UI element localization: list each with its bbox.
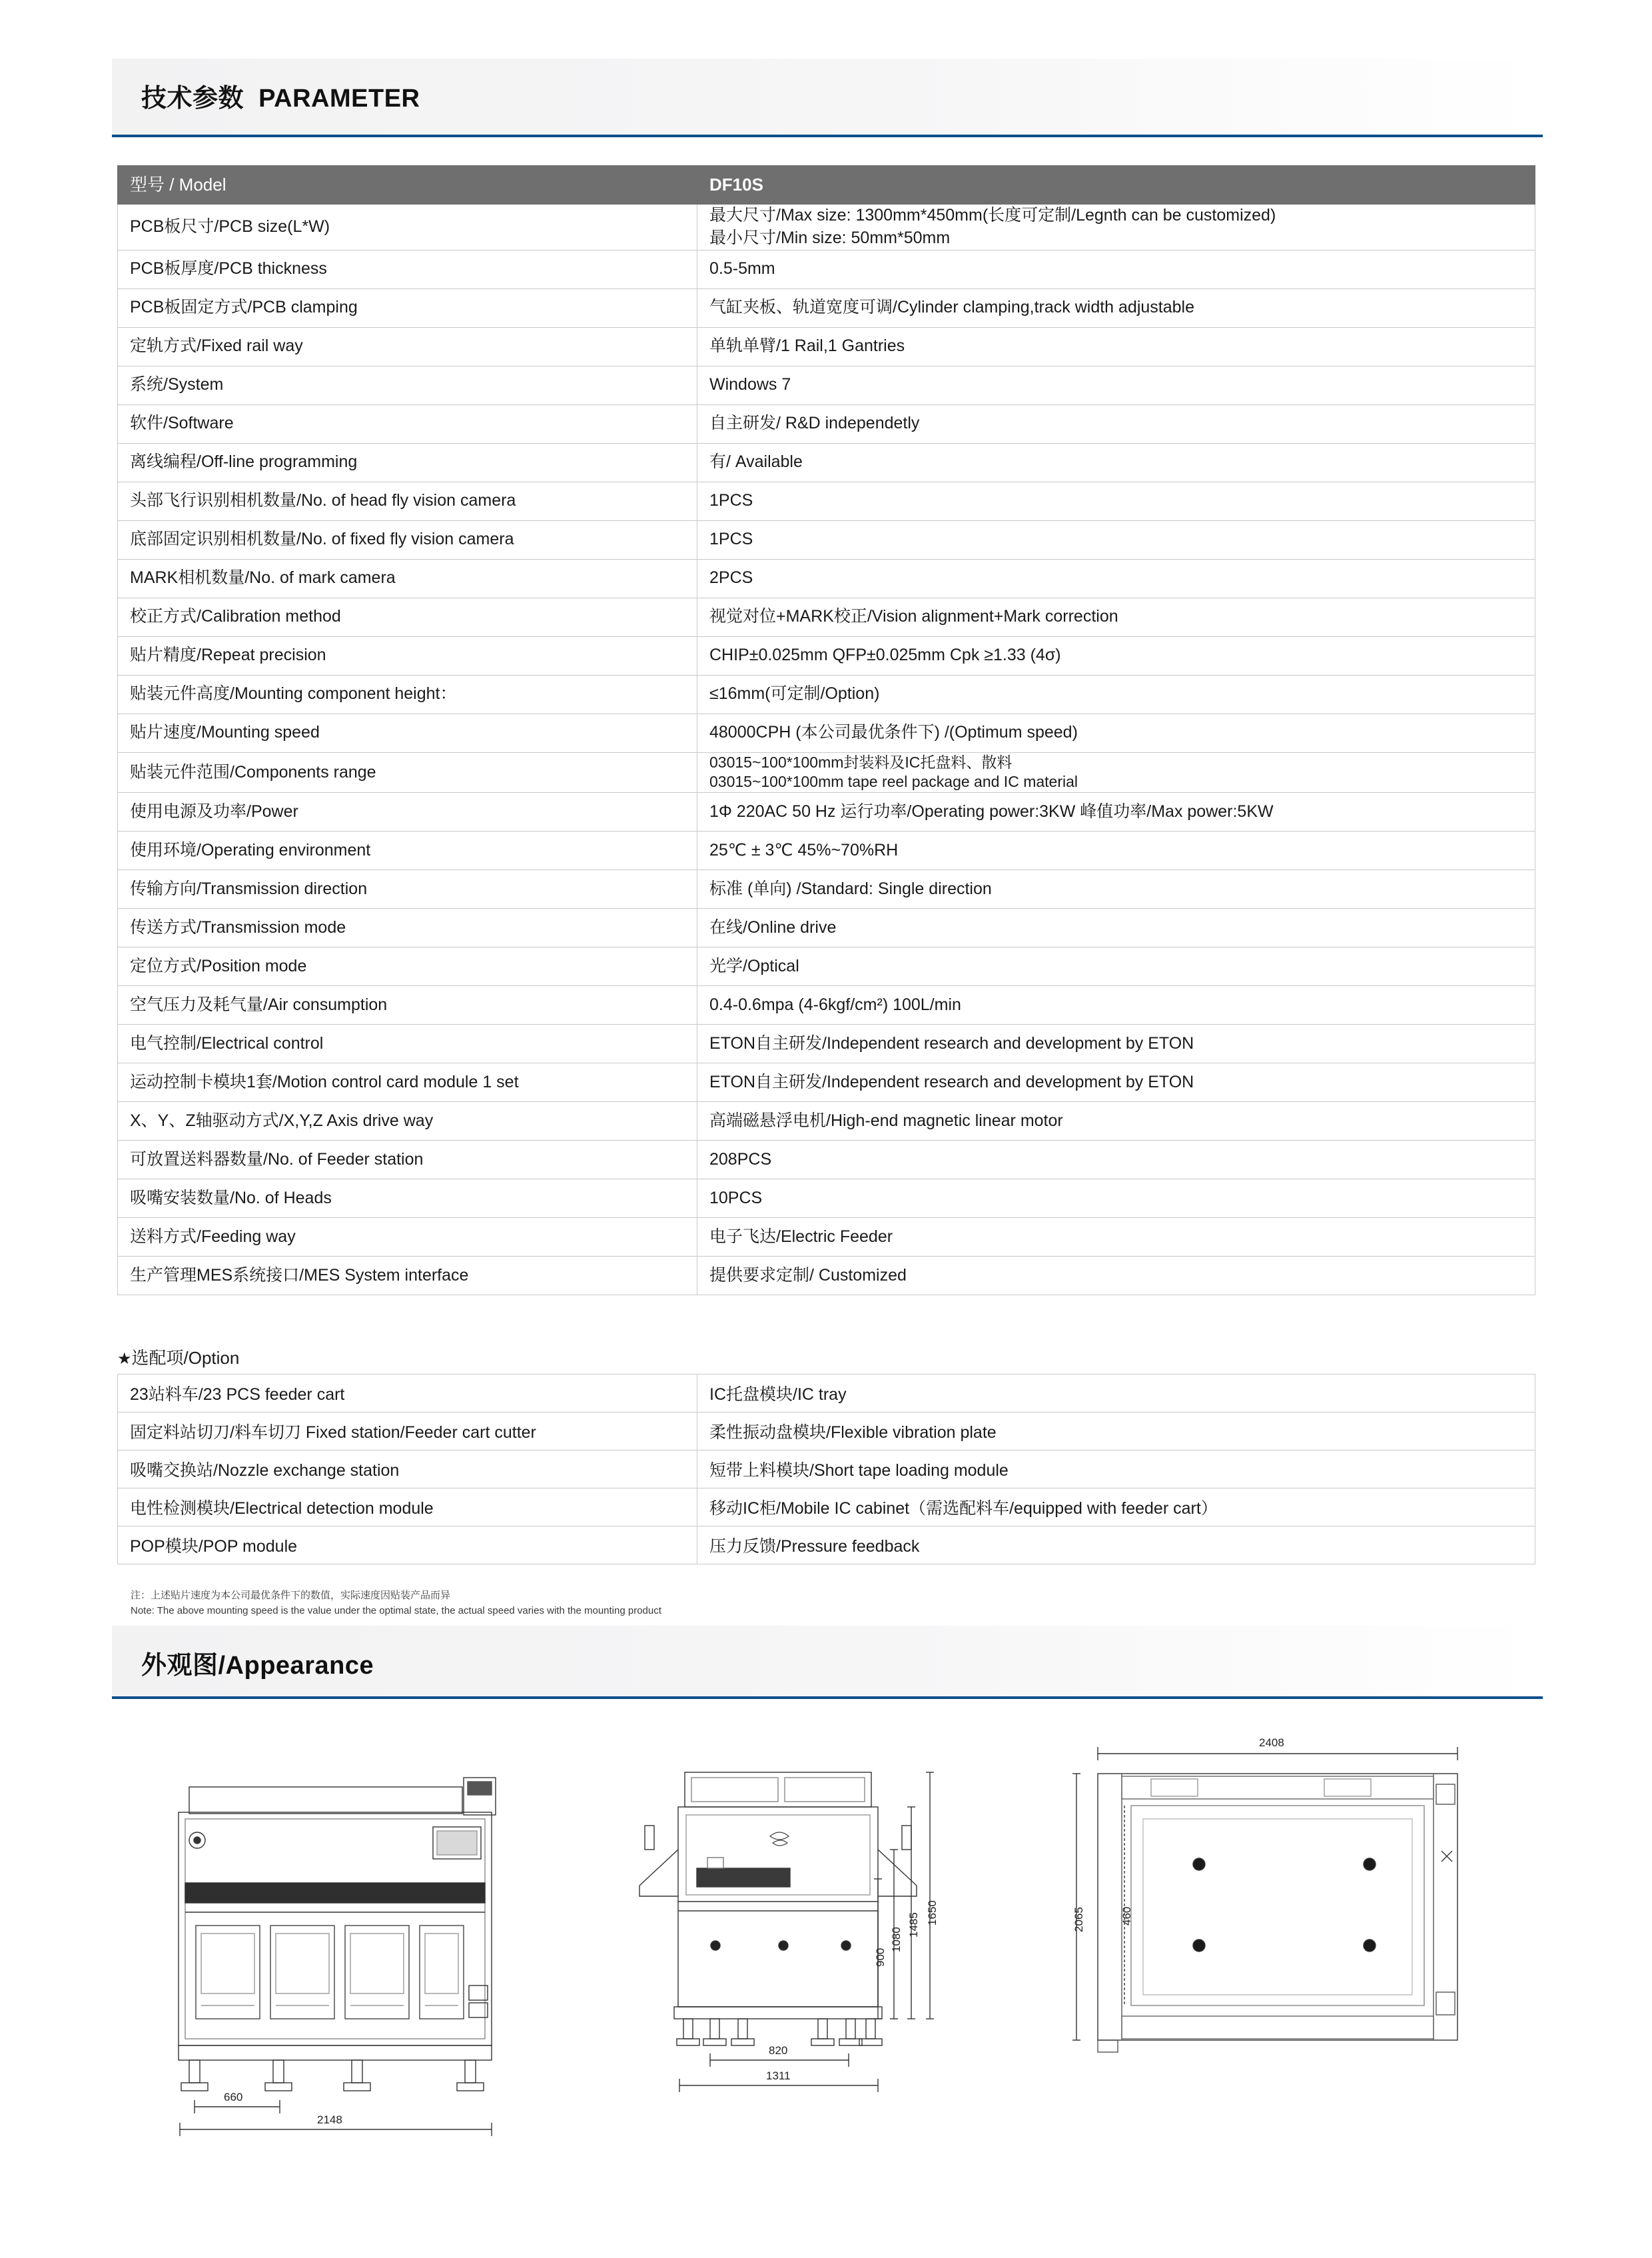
parameter-label: 定轨方式/Fixed rail way: [118, 327, 697, 366]
parameter-value: [697, 1141, 1535, 1179]
parameter-value-line: 高端磁悬浮电机/High-end magnetic linear motor: [709, 1111, 1063, 1130]
parameter-label: 运动控制卡模块1套/Motion control card module 1 set: [118, 1063, 697, 1102]
appearance-section-header: [112, 1626, 1543, 1699]
option-cell-right: 移动IC柜/Mobile IC cabinet（需选配料车/equipped with feeder cart）: [697, 1488, 1535, 1526]
parameter-label: 贴片精度/Repeat precision: [118, 636, 697, 675]
parameter-value-line: ≤16mm(可定制/Option): [709, 684, 880, 704]
table-row: [118, 1218, 1535, 1257]
parameter-value-line: 03015~100*100mm封装料及IC托盘料、散料: [709, 753, 1013, 771]
parameter-value-line: ETON自主研发/Independent research and development by ETON: [709, 1072, 1194, 1091]
table-header-value: DF10S: [697, 166, 1535, 205]
parameter-value-line: 自主研发/ R&D independetly: [709, 414, 920, 433]
parameter-label: 吸嘴安装数量/No. of Heads: [118, 1179, 697, 1218]
parameter-label: 头部飞行识别相机数量/No. of head fly vision camera: [118, 482, 697, 520]
table-row: [118, 986, 1535, 1025]
parameter-value-line: 0.4-0.6mpa (4-6kgf/cm²) 100L/min: [709, 995, 961, 1014]
table-row: [118, 909, 1535, 947]
parameter-value-line: 提供要求定制/ Customized: [709, 1265, 907, 1285]
parameter-value: [697, 482, 1535, 520]
top-dim-460: 460: [1120, 1906, 1133, 1926]
table-row: [118, 520, 1535, 559]
table-header-row: [118, 166, 1535, 205]
parameter-label: 底部固定识别相机数量/No. of fixed fly vision camera: [118, 520, 697, 559]
parameter-value: [697, 1257, 1535, 1295]
parameter-value: [697, 443, 1535, 482]
parameter-value-line: 最小尺寸/Min size: 50mm*50mm: [709, 228, 951, 247]
option-star-icon: ★: [117, 1350, 132, 1368]
parameter-value: [697, 986, 1535, 1025]
option-row: [118, 1375, 1535, 1412]
parameter-label: 传送方式/Transmission mode: [118, 909, 697, 947]
option-cell-left: 固定料站切刀/料车切刀 Fixed station/Feeder cart cutter: [118, 1412, 697, 1450]
parameter-value-line: Windows 7: [709, 375, 791, 394]
top-dim-2065: 2065: [1072, 1907, 1085, 1932]
parameter-label: 空气压力及耗气量/Air consumption: [118, 986, 697, 1025]
option-label-text: 选配项/Option: [131, 1348, 240, 1368]
table-row: [118, 559, 1535, 598]
option-label: [117, 1345, 239, 1369]
side-view-drawing: [598, 1726, 1011, 2192]
option-row: [118, 1450, 1535, 1488]
table-row: [118, 832, 1535, 870]
parameter-title: [141, 77, 420, 114]
parameter-value-line: 1Φ 220AC 50 Hz 运行功率/Operating power:3KW 峰值功率/Max power:5KW: [709, 802, 1274, 821]
parameter-value-line: 10PCS: [709, 1188, 763, 1207]
option-cell-right: 柔性振动盘模块/Flexible vibration plate: [697, 1412, 1535, 1450]
parameter-label: X、Y、Z轴驱动方式/X,Y,Z Axis drive way: [118, 1102, 697, 1141]
parameter-value: [697, 636, 1535, 675]
table-row: [118, 598, 1535, 636]
side-dim-1080: 1080: [890, 1927, 903, 1952]
parameter-value-line: 2PCS: [709, 568, 753, 588]
option-cell-right: 压力反馈/Pressure feedback: [697, 1526, 1535, 1564]
table-row: [118, 482, 1535, 520]
parameter-value: [697, 250, 1535, 288]
parameter-value-line: 25℃ ± 3℃ 45%~70%RH: [709, 840, 899, 859]
front-dim-2148: 2148: [317, 2113, 342, 2126]
parameter-section-header: [112, 59, 1543, 137]
parameter-label: 生产管理MES系统接口/MES System interface: [118, 1257, 697, 1295]
note-line-en: Note: The above mounting speed is the value under the optimal state, the actual speed varies with the mounting product: [131, 1604, 661, 1616]
table-row: [118, 1025, 1535, 1063]
parameter-value: [697, 559, 1535, 598]
parameter-value-line: 有/ Available: [709, 452, 803, 472]
parameter-value: [697, 1179, 1535, 1218]
table-row: [118, 1179, 1535, 1218]
parameter-label: 贴装元件范围/Components range: [118, 752, 697, 793]
option-cell-left: POP模块/POP module: [118, 1526, 697, 1564]
parameter-value: [697, 404, 1535, 443]
parameter-table: [117, 165, 1535, 1295]
note-line-cn: 注：上述贴片速度为本公司最优条件下的数值，实际速度因贴装产品而异: [131, 1590, 451, 1601]
parameter-value: [697, 752, 1535, 793]
option-row: [118, 1488, 1535, 1526]
option-table: [117, 1374, 1535, 1564]
parameter-value: [697, 288, 1535, 327]
option-row: [118, 1526, 1535, 1564]
table-row: [118, 250, 1535, 288]
parameter-label: 使用环境/Operating environment: [118, 832, 697, 870]
parameter-value: [697, 675, 1535, 714]
parameter-label: PCB板尺寸/PCB size(L*W): [118, 205, 697, 251]
parameter-value: [697, 870, 1535, 909]
parameter-value-line: 标准 (单向) /Standard: Single direction: [709, 879, 992, 898]
table-row: [118, 714, 1535, 752]
side-dim-1650: 1650: [926, 1900, 939, 1926]
parameter-value: [697, 1063, 1535, 1102]
parameter-title-en: PARAMETER: [258, 85, 420, 113]
parameter-label: 可放置送料器数量/No. of Feeder station: [118, 1141, 697, 1179]
parameter-value-line: 208PCS: [709, 1149, 772, 1169]
table-row: [118, 1257, 1535, 1295]
table-row: [118, 1141, 1535, 1179]
table-row: [118, 675, 1535, 714]
table-row: [118, 636, 1535, 675]
parameter-value-line: ETON自主研发/Independent research and development by ETON: [709, 1033, 1194, 1053]
parameter-value: [697, 909, 1535, 947]
parameter-label: 送料方式/Feeding way: [118, 1218, 697, 1257]
table-row: [118, 205, 1535, 251]
parameter-value: [697, 598, 1535, 636]
parameter-label: 贴装元件高度/Mounting component height：: [118, 675, 697, 714]
parameter-label: 电气控制/Electrical control: [118, 1025, 697, 1063]
parameter-value-line: 电子飞达/Electric Feeder: [709, 1227, 893, 1246]
table-row: [118, 1063, 1535, 1102]
parameter-title-cn: 技术参数: [141, 85, 244, 113]
parameter-value: [697, 520, 1535, 559]
table-row: [118, 288, 1535, 327]
parameter-value: [697, 832, 1535, 870]
table-row: [118, 1102, 1535, 1141]
parameter-label: 定位方式/Position mode: [118, 947, 697, 986]
table-row: [118, 870, 1535, 909]
parameter-label: 传输方向/Transmission direction: [118, 870, 697, 909]
parameter-value: [697, 205, 1535, 251]
appearance-drawings: [112, 1726, 1543, 2192]
side-dim-820: 820: [769, 2044, 788, 2057]
parameter-label: PCB板厚度/PCB thickness: [118, 250, 697, 288]
parameter-value-line: 气缸夹板、轨道宽度可调/Cylinder clamping,track width adjustable: [709, 298, 1194, 317]
parameter-value-line: 1PCS: [709, 491, 753, 510]
parameter-value-line: 最大尺寸/Max size: 1300mm*450mm(长度可定制/Legnth can be customized): [709, 206, 1276, 225]
parameter-label: 系统/System: [118, 366, 697, 404]
option-cell-left: 吸嘴交换站/Nozzle exchange station: [118, 1450, 697, 1488]
table-row: [118, 793, 1535, 832]
parameter-value: [697, 1218, 1535, 1257]
option-row: [118, 1412, 1535, 1450]
parameter-value: [697, 1102, 1535, 1141]
option-cell-right: IC托盘模块/IC tray: [697, 1375, 1535, 1412]
table-row: [118, 327, 1535, 366]
top-view-drawing: [1058, 1726, 1524, 2192]
parameter-value: [697, 1025, 1535, 1063]
parameter-value-line: 在线/Online drive: [709, 917, 837, 937]
table-row: [118, 752, 1535, 793]
parameter-value-line: 48000CPH (本公司最优条件下) /(Optimum speed): [709, 723, 1078, 742]
parameter-value-line: 03015~100*100mm tape reel package and IC material: [709, 773, 1078, 791]
parameter-value: [697, 714, 1535, 752]
table-row: [118, 366, 1535, 404]
parameter-value: [697, 793, 1535, 832]
option-cell-left: 电性检测模块/Electrical detection module: [118, 1488, 697, 1526]
parameter-label: 校正方式/Calibration method: [118, 598, 697, 636]
table-header-model: 型号 / Model: [118, 166, 697, 205]
parameter-label: MARK相机数量/No. of mark camera: [118, 559, 697, 598]
parameter-label: 使用电源及功率/Power: [118, 793, 697, 832]
parameter-value-line: 1PCS: [709, 530, 753, 549]
side-dim-900: 900: [874, 1948, 887, 1967]
parameter-value-line: 0.5-5mm: [709, 259, 775, 279]
parameter-label: 离线编程/Off-line programming: [118, 443, 697, 482]
parameter-value-line: 单轨单臂/1 Rail,1 Gantries: [709, 336, 905, 356]
parameter-value: [697, 366, 1535, 404]
table-note: [131, 1588, 661, 1618]
table-row: [118, 947, 1535, 986]
parameter-value: [697, 327, 1535, 366]
top-dim-2408: 2408: [1259, 1736, 1284, 1749]
side-dim-1485: 1485: [907, 1912, 920, 1938]
option-cell-right: 短带上料模块/Short tape loading module: [697, 1450, 1535, 1488]
front-dim-660: 660: [224, 2091, 243, 2103]
parameter-label: PCB板固定方式/PCB clamping: [118, 288, 697, 327]
table-row: [118, 404, 1535, 443]
table-row: [118, 443, 1535, 482]
parameter-value-line: 视觉对位+MARK校正/Vision alignment+Mark correction: [709, 607, 1118, 626]
appearance-title: 外观图/Appearance: [141, 1652, 374, 1680]
parameter-label: 软件/Software: [118, 404, 697, 443]
parameter-value-line: 光学/Optical: [709, 956, 799, 975]
front-view-drawing: [132, 1726, 558, 2192]
parameter-value-line: CHIP±0.025mm QFP±0.025mm Cpk ≥1.33 (4σ): [709, 646, 1061, 665]
option-cell-left: 23站料车/23 PCS feeder cart: [118, 1375, 697, 1412]
parameter-value: [697, 947, 1535, 986]
side-dim-1311: 1311: [766, 2069, 791, 2082]
parameter-label: 贴片速度/Mounting speed: [118, 714, 697, 752]
